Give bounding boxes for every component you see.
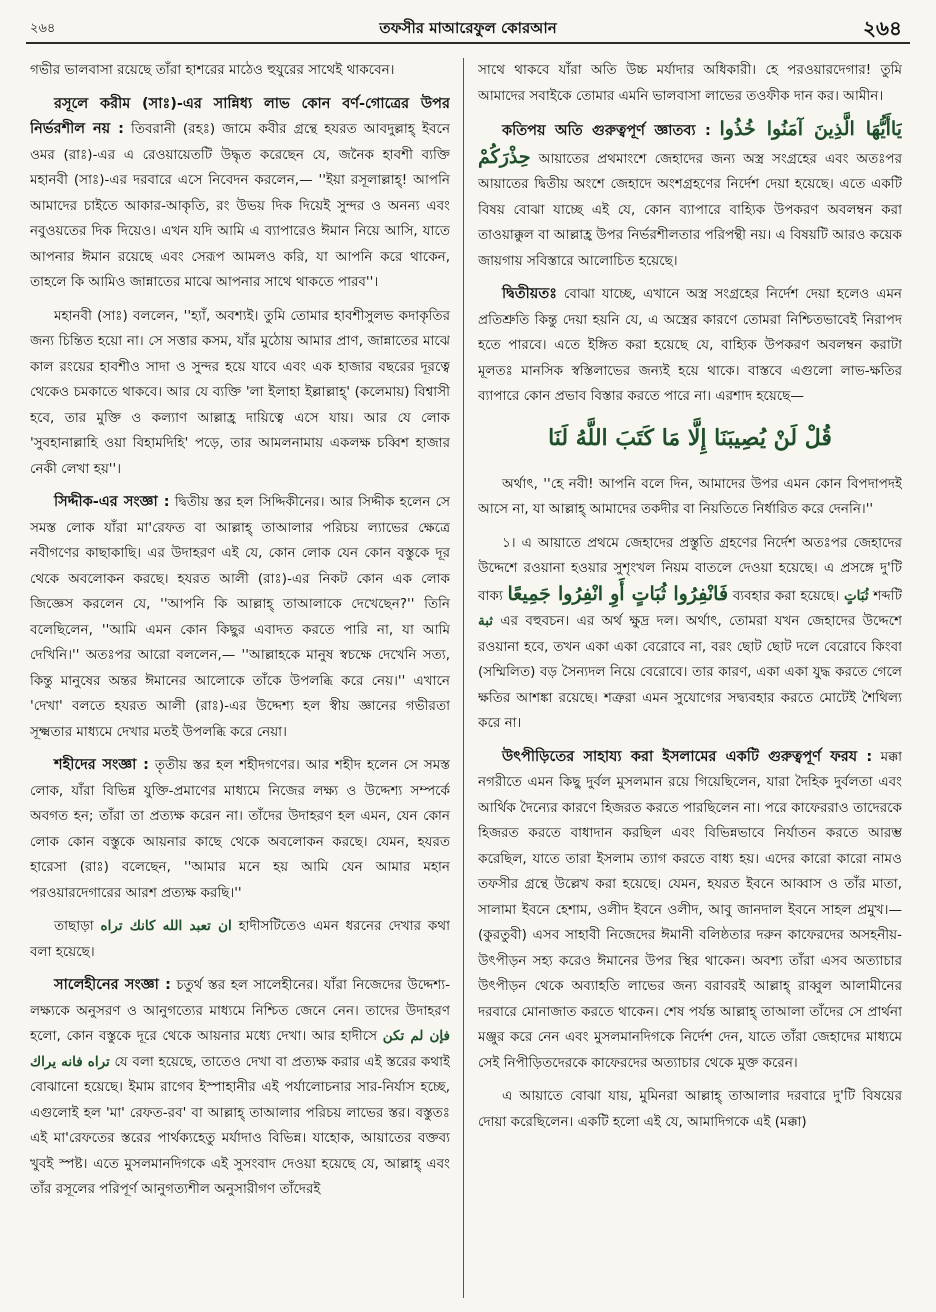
arabic-verse: يَاأَيُّهَا الَّذِينَ آمَنُوا خُذُوا حِذْرَكُمْ — [478, 118, 902, 168]
paragraph-text: হাদীসটিতেও এমন ধরনের দেখার কথা বলা হয়েছে। — [30, 918, 450, 960]
left-column — [30, 58, 450, 1298]
page-header — [26, 16, 910, 44]
section-heading: উৎপীড়িতের সাহায্য করা ইসলামের একটি গুরুত্বপূর্ণ ফরয : — [502, 748, 873, 765]
paragraph: অর্থাৎ, ''হে নবী! আপনি বলে দিন, আমাদের উপর এমন কোন বিপদাপদই আসে না, যা আল্লাহ্ আমাদের তকদীর বা নিয়তিতে নির্ধারিত করে দেননি।'' — [478, 475, 902, 517]
paragraph: গভীর ভালবাসা রয়েছে তাঁরা হাশরের মাঠেও হুযুরের সাথেই থাকবেন। — [30, 62, 395, 78]
column-divider — [463, 58, 464, 1298]
paragraph-text: দ্বিতীয় স্তর হল সিদ্দিকীনের। আর সিদ্দীক হলেন সে সমস্ত লোক যাঁরা মা'রেফত বা আল্লাহ্ তাআলার পরিচয় ল্যাভের ক্ষেত্রে নবীগণের কাছাকাছি। এর উদাহরণ এই যে, কোন লোক যেন কোন বস্তুকে দূর থেকে অবলোকন করছে। হযরত আলী (রাঃ)-এর নিকট কোন এক লোক জিজ্ঞেস করলেন যে, ''আপনি কি আল্লাহ্ তাআলাকে দেখেছেন?'' তিনি বলেছিলেন, ''আমি এমন কোন কিছুর এবাদত করতে পারি না, যা আমি দেখিনি।'' অতঃপর আরো বললেন,— ''আল্লাহকে মানুষ স্বচক্ষে দেখেনি সত্য, কিন্তু মানুষের অন্তর ঈমানের আলোকে তাঁকে উপলব্ধি করে নেয়।'' এখানে 'দেখা' বলতে হযরত আলী (রাঃ)-এর উদ্দেশ্য হল স্বীয় জ্ঞানের গভীরতা সূক্ষ্মতার মাধ্যমে দেখার মতই উপলব্ধি করে নেয়া। — [30, 494, 450, 740]
paragraph — [30, 973, 450, 1203]
paragraph: সাথে থাকবে যাঁরা অতি উচ্চ মর্যাদার অধিকারী। হে পরওয়ারদেগার! তুমি আমাদের সবাইকে তোমার এমনি ভালবাসা লাভের তওফীক দান কর। আমীন। — [478, 62, 902, 104]
section-heading: দ্বিতীয়তঃ — [502, 286, 557, 302]
page-number-right: ২৬৪ — [863, 16, 902, 40]
paragraph-text: ১। এ আয়াতে প্রথমে জেহাদের প্রস্তুতি গ্রহণের নির্দেশ অতঃপর জেহাদের উদ্দেশে রওয়ানা হওয়ার সুশৃংখল নিয়ম বাতলে দেওয়া হয়েছে। এ প্রসঙ্গে দু'টি বাক্য — [478, 534, 902, 604]
paragraph-text: মক্কা নগরীতে এমন কিছু দুর্বল মুসলমান রয়ে গিয়েছিলেন, যারা দৈহিক দুর্বলতা এবং আর্থিক দৈন্যের কারণে হিজরত করতে পারছিলেন না। পরে কাফেররাও তাদেরকে হিজরত করতে বাধাদান করছিল এবং বিভিন্নভাবে নির্যাতন করতে আরম্ভ করেছিল, যাতে তারা ইসলাম ত্যাগ করতে বাধ্য হয়। এদের কারো কারো নামও তফসীর গ্রন্থে উল্লেখ করা হয়েছে। যেমন, হযরত ইবনে আব্বাস ও তাঁর মাতা, সালামা ইবনে হেশাম, ওলীদ ইবনে ওলীদ, আবু জানদাল ইবনে সাহল প্রমুখ।—(কুরতুবী) এসব সাহাবী নিজেদের ঈমানী বলিষ্ঠতার দরুন কাফেরদের অসহনীয়-উৎপীড়ন সহ্য করেও ঈমানের উপর স্থির থাকেন। অবশ্য তাঁরা এসব অত্যাচার উৎপীড়ন থেকে অব্যাহতি লাভের জন্য বরাবরই আল্লাহ্ রাব্বুল আলামীনের দরবারে মোনাজাত করতে থাকেন। শেষ পর্যন্ত আল্লাহ্ তাআলা তাঁদের সে প্রার্থনা মঞ্জুর করে নেন এবং মুসলমানদিগকে নির্দেশ দেন, যাতে তাঁরা জেহাদের মাধ্যমে সেই নিপীড়িতদেরকে কাফেরদের অত্যাচার থেকে মুক্ত করেন। — [478, 748, 902, 1071]
paragraph: মহানবী (সাঃ) বললেন, ''হ্যাঁ, অবশ্যই। তুমি তোমার হাবশীসুলভ কদাকৃতির জন্য চিন্তিত হয়ো না। সে সত্তার কসম, যাঁর মুঠোয় আমার প্রাণ, জান্নাতের মাঝে কাল রংয়ের হাবশীও সাদা ও সুন্দর হয়ে যাবে এবং এক হাজার বছরের দূরত্বে থেকেও চমকাতে থাকবে। আর যে ব্যক্তি 'লা ইলাহা ইল্লাল্লাহ্' (কলেমায়) বিশ্বাসী হবে, তার মুক্তি ও কল্যাণ আল্লাহ্র দায়িত্বে এসে যায়। আর যে লোক 'সুবহানাল্লাহি ওয়া বিহামদিহি' পড়ে, তার আমলনামায় একলক্ষ চব্বিশ হাজার নেকী লেখা হয়''। — [30, 307, 450, 477]
paragraph-text: শব্দটি — [868, 587, 902, 604]
paragraph-text: এর বহুবচন। এর অর্থ ক্ষুদ্র দল। অর্থাৎ, তোমরা যখন জেহাদের উদ্দেশে রওয়ানা হবে, তখন একা একা বেরোবে না, বরং ছোট ছোট দলে বেরোবে কিংবা (সম্মিলিত) বড় সৈন্যদল নিয়ে বেরোবে। তার কারণ, একা একা যুদ্ধ করতে গেলে ক্ষতির আশঙ্কা রয়েছে। শত্রুরা এমন সুযোগের সদ্ব্যবহার করতে মোটেই শৈথিল্য করে না। — [478, 613, 902, 731]
paragraph-text: চতুর্থ স্তর হল সালেহীনের। যাঁরা নিজেদের উদ্দেশ্য-লক্ষ্যকে অনুসরণ ও আনুগত্যের মাধ্যমে নিশ্চিত জেনে নেন। তাদের উদাহরণ হলো, কোন বস্তুকে দূরে থেকে আয়নার মধ্যে দেখা। আর হাদীসে — [30, 977, 450, 1044]
paragraph — [478, 117, 902, 274]
page-number-left: ২৬৪ — [30, 21, 56, 36]
arabic-verse-block: قُلْ لَنْ يُصِيبَنَا إِلَّا مَا كَتَبَ اللَّهُ لَنَا — [548, 424, 832, 451]
section-heading: সিদ্দীক-এর সংজ্ঞা : — [54, 494, 170, 510]
paragraph — [478, 745, 902, 1077]
arabic-word: ثبة — [478, 613, 494, 629]
paragraph-text: যে বলা হয়েছে, তাতেও দেখা বা প্রত্যক্ষ করার এই স্তরের কথাই বোঝানো হয়েছে। ইমাম রাগেব ইস্পাহানীর এই পর্যালোচনার সার-নির্যাস হচ্ছে, এগুলোই হল 'মা' রেফত-রব' বা আল্লাহ্ তাআলার পরিচয় লাভের স্তর। বস্তুতঃ এই মা'রেফতের স্তরের পার্থক্যহেতু মর্যাদাও বিভিন্ন। যাহোক, আয়াতের বক্তব্য খুবই স্পষ্ট। এতে মুসলমানদিগকে এই সুসংবাদ দেওয়া হয়েছে যে, আল্লাহ্ এবং তাঁর রসূলের পরিপূর্ণ আনুগত্যশীল অনুসারীগণ তাঁদেরই — [30, 1053, 450, 1197]
right-column — [478, 58, 902, 1298]
section-heading: কতিপয় অতি গুরুত্বপূর্ণ জ্ঞাতব্য : — [502, 123, 711, 139]
paragraph-text: বোঝা যাচ্ছে, এখানে অস্ত্র সংগ্রহের নির্দেশ দেয়া হলেও এমন প্রতিশ্রুতি কিন্তু দেয়া হয়নি যে, এ অস্ত্রের কারণে তোমরা নিশ্চিতভাবেই নিরাপদ হতে পারবে। এতে ইঙ্গিত করা হয়েছে যে, বাহ্যিক উপকরণ অবলম্বন করাটা মূলতঃ মানসিক স্বস্তিলাভের জন্যই হয়ে থাকে। বাস্তবে এগুলো লাভ-ক্ষতির ব্যাপারে কোন প্রভাব বিস্তার করতে পারে না। এরশাদ হয়েছে— — [478, 286, 902, 404]
paragraph — [478, 282, 902, 410]
arabic-quote: فإن لم تكن تراه فانه يراك — [30, 1028, 450, 1070]
paragraph — [30, 753, 450, 906]
paragraph — [30, 490, 450, 745]
paragraph-text: তৃতীয় স্তর হল শহীদগণের। আর শহীদ হলেন সে সমস্ত লোক, যাঁরা বিভিন্ন যুক্তি-প্রমাণের মাধ্যমে নিজের লক্ষ্য ও উদ্দেশ্য সম্পর্কে অবগত হন; তাঁরা তা প্রত্যক্ষ করেন না। তাঁদের উদাহরণ হল এমন, যেন কোন লোক কোন বস্তুকে আয়নার কাছে থেকে অবলোকন করছে। যেমন, হযরত হারেসা (রাঃ) বলেছেন, ''আমার মনে হয় আমি যেন আমার মহান পরওয়ারদেগারের আরশ প্রত্যক্ষ করছি।'' — [30, 757, 450, 901]
paragraph — [30, 914, 450, 965]
section-heading: শহীদের সংজ্ঞা : — [54, 757, 149, 773]
paragraph-text: ব্যবহার করা হয়েছে। — [728, 587, 844, 604]
paragraph-text: আয়াতের প্রথমাংশে জেহাদের জন্য অস্ত্র সংগ্রহের এবং অতঃপর আয়াতের দ্বিতীয় অংশে জেহাদে অংশগ্রহণের নির্দেশ দেয়া হয়েছে। এতে একটি বিষয় বোঝা যাচ্ছে এই যে, কোন ব্যাপারে বাহ্যিক উপকরণ অবলম্বন করা তাওয়াক্কুল বা আল্লাহ্র উপর নির্ভরশীলতার পরিপন্থী নয়। এ বিষয়টি আরও কয়েক জায়গায় সবিস্তারে আলোচিত হয়েছে। — [478, 150, 902, 269]
arabic-verse: فَانْفِرُوا ثُبَاتٍ أَوِ انْفِرُوا جَمِيعًا — [507, 582, 729, 605]
arabic-word: ثُبَاتٍ — [843, 587, 869, 604]
running-title: তফসীর মাআরেফুল কোরআন — [379, 19, 557, 37]
paragraph — [30, 92, 450, 296]
paragraph — [478, 531, 902, 737]
paragraph: এ আয়াতে বোঝা যায়, মুমিনরা আল্লাহ্ তাআলার দরবারে দু'টি বিষয়ের দোয়া করেছিলেন। একটি হলো এই যে, আমাদিগকে এই (মক্কা) — [478, 1088, 902, 1130]
arabic-quote: ان تعبد الله كانك تراه — [100, 918, 232, 934]
paragraph-text: তাছাড়া — [54, 918, 101, 934]
section-heading: সালেহীনের সংজ্ঞা : — [54, 977, 171, 993]
paragraph-text: তিবরানী (রহঃ) জামে কবীর গ্রন্থে হযরত আবদুল্লাহ্ ইবনে ওমর (রাঃ)-এর এ রেওয়ায়েতটি উদ্ধৃত করেছেন যে, জনৈক হাবশী ব্যক্তি মহানবী (সাঃ)-এর দরবারে এসে নিবেদন করলেন,— ''ইয়া রসূলাল্লাহ্! আপনি আমাদের চাইতে আকার-আকৃতি, রং উভয় দিক দিয়েই সুন্দর ও অনন্য এবং নবুওয়তের দিক দিয়েও। এখন যদি আমি এ ব্যাপারেও ঈমান নিয়ে আসি, যাতে আপনার ঈমান রয়েছে এবং সেরূপ আমলও করি, যা আপনি করে থাকেন, তাহলে কি আমিও জান্নাতের মাঝে আপনার সাথে থাকতে পারব''। — [30, 121, 450, 290]
section-heading: রসূলে করীম (সাঃ)-এর সান্নিধ্য লাভ কোন বর্ণ-গোত্রের উপর নির্ভরশীল নয় : — [30, 95, 450, 137]
